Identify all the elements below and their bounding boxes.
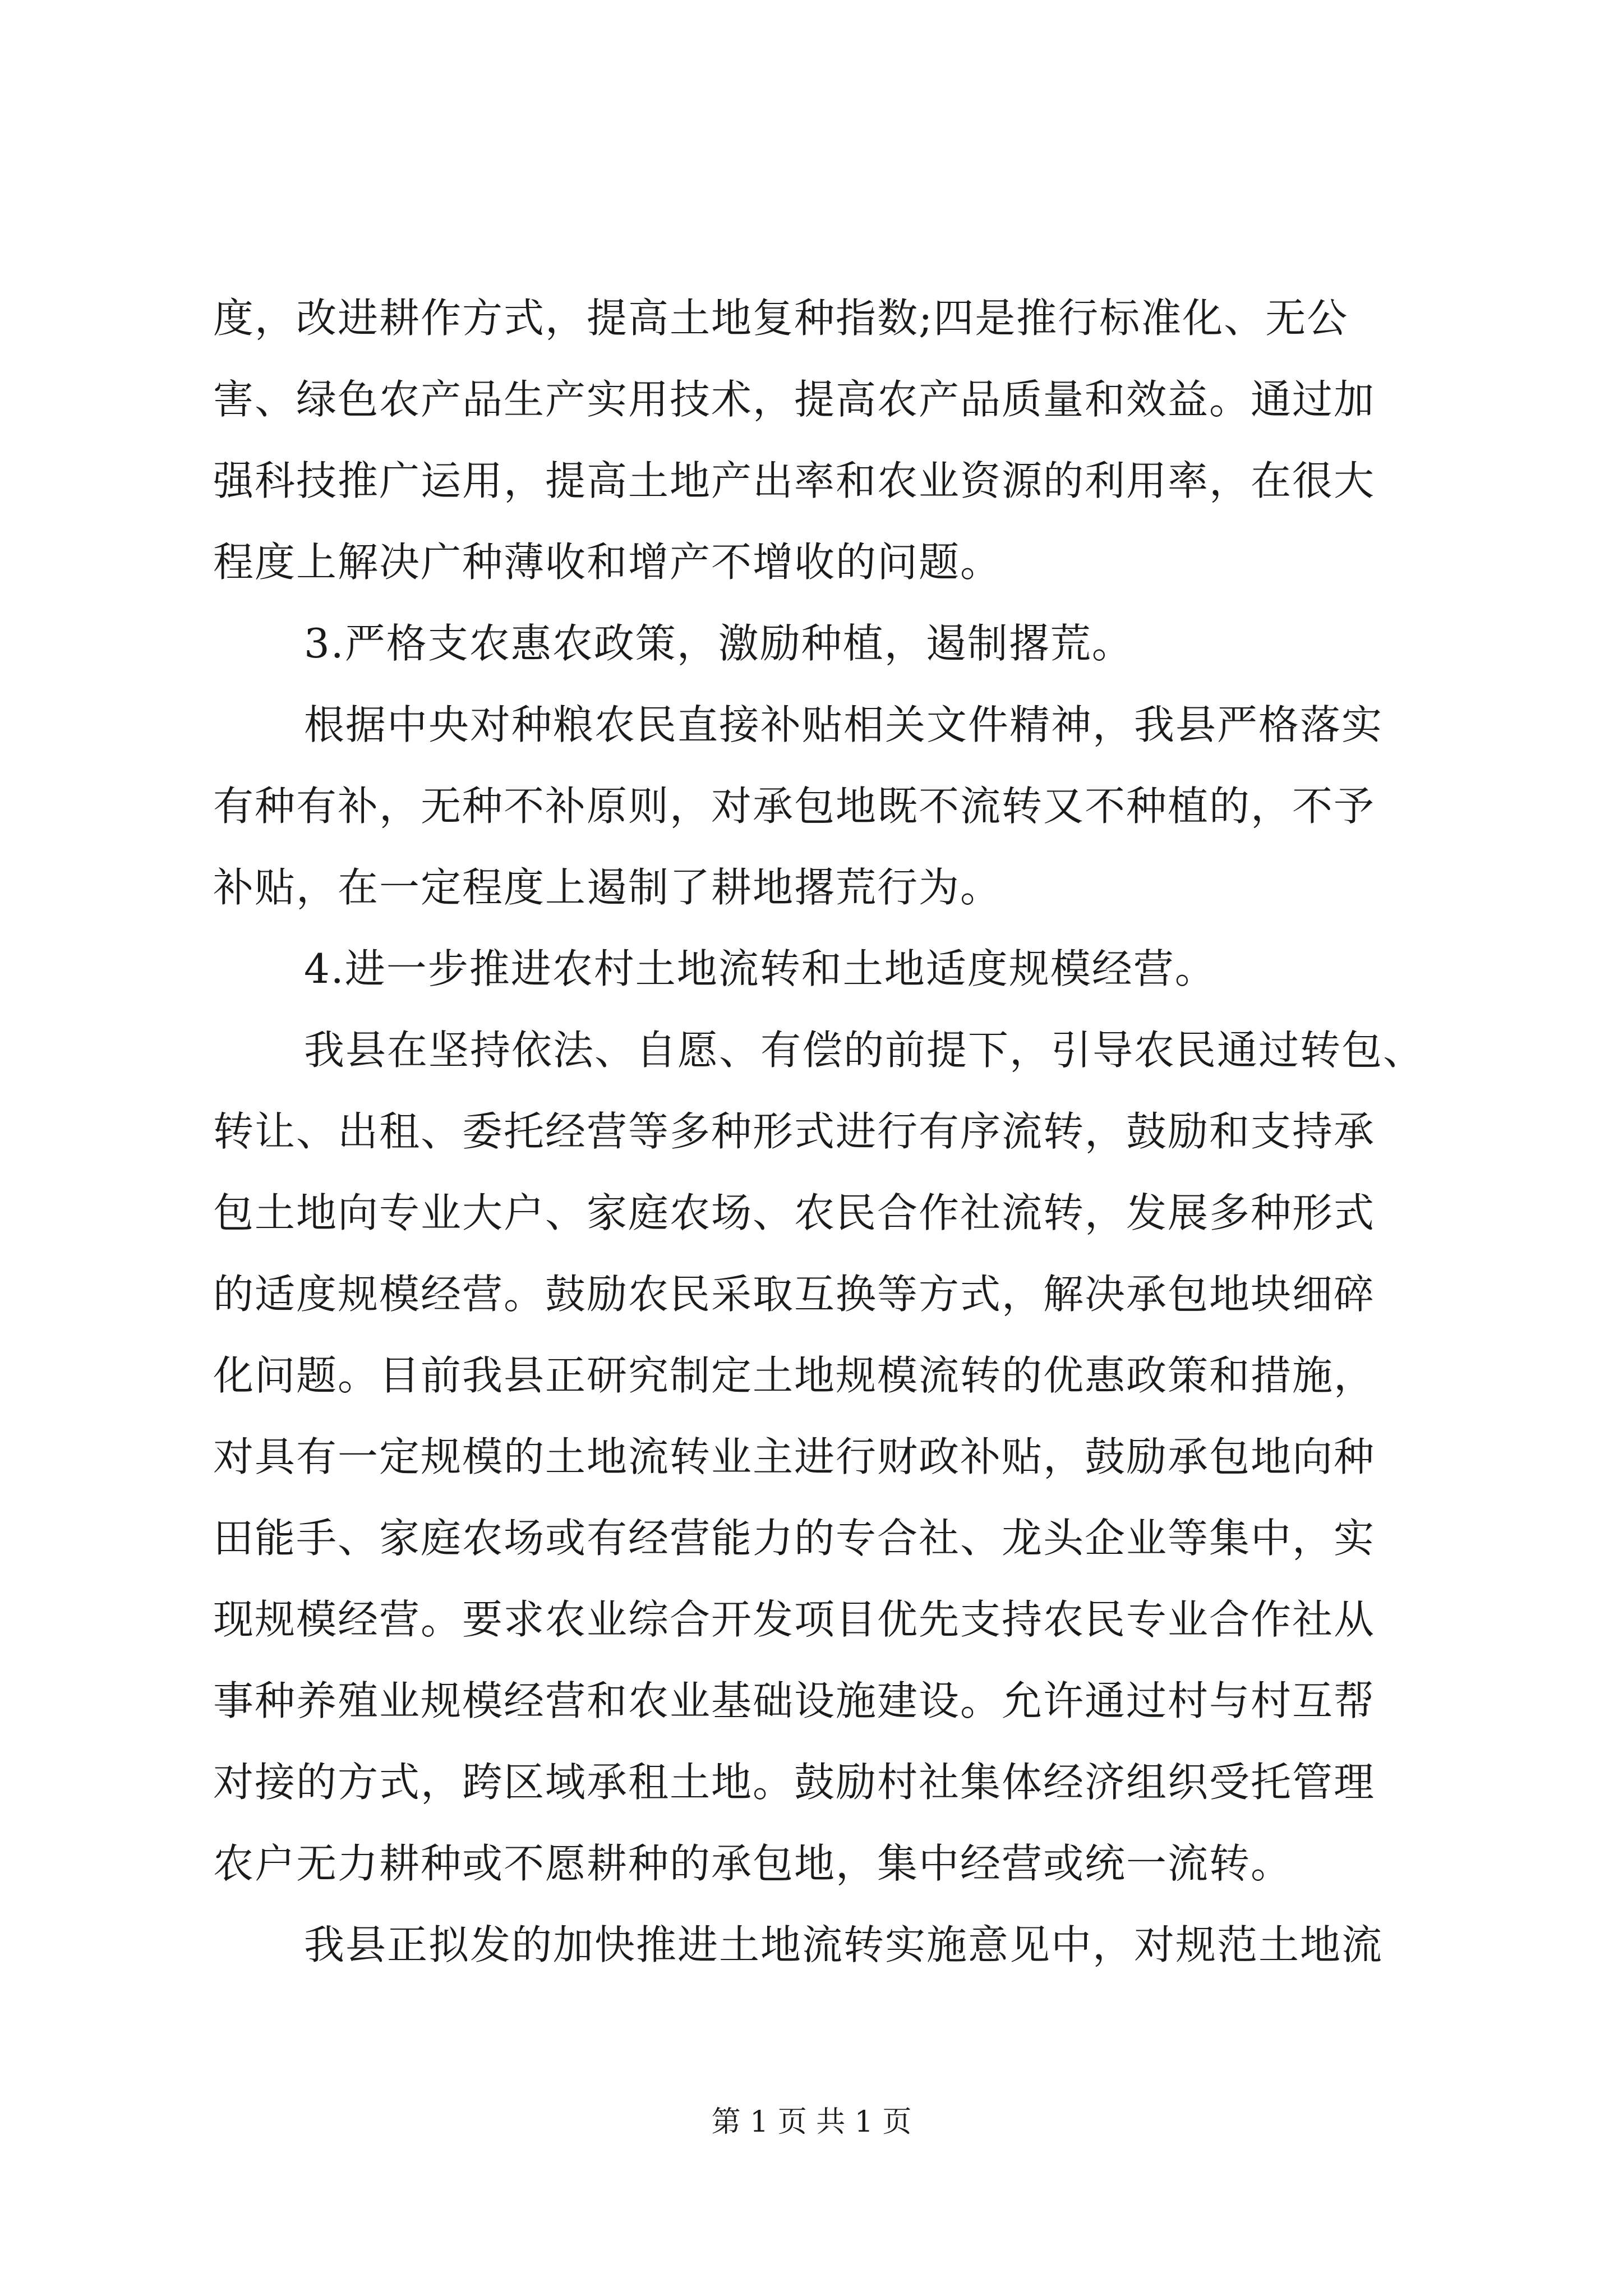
text-line: 害、绿色农产品生产实用技术，提高农产品质量和效益。通过加 — [213, 376, 1376, 423]
text-line: 对具有一定规模的土地流转业主进行财政补贴，鼓励承包地向种 — [213, 1433, 1376, 1480]
section-heading: 3.严格支农惠农政策，激励种植，遏制撂荒。 — [304, 620, 1133, 667]
text-line: 度，改进耕作方式，提高土地复种指数;四是推行标准化、无公 — [213, 295, 1349, 342]
text-line: 化问题。目前我县正研究制定土地规模流转的优惠政策和措施， — [213, 1352, 1376, 1399]
text-line: 现规模经营。要求农业综合开发项目优先支持农民专业合作社从 — [213, 1596, 1376, 1643]
text-line: 农户无力耕种或不愿耕种的承包地，集中经营或统一流转。 — [213, 1840, 1293, 1887]
text-line: 田能手、家庭农场或有经营能力的专合社、龙头企业等集中，实 — [213, 1515, 1376, 1562]
paragraph-first-line: 我县在坚持依法、自愿、有偿的前提下，引导农民通过转包、 — [304, 1027, 1425, 1074]
page-footer: 第 1 页 共 1 页 — [711, 2105, 912, 2139]
text-line: 程度上解决广种薄收和增产不增收的问题。 — [213, 539, 1002, 586]
text-line: 包土地向专业大户、家庭农场、农民合作社流转，发展多种形式 — [213, 1189, 1376, 1236]
text-line: 有种有补，无种不补原则，对承包地既不流转又不种植的，不予 — [213, 783, 1376, 830]
paragraph-first-line: 我县正拟发的加快推进土地流转实施意见中，对规范土地流 — [304, 1921, 1384, 1968]
text-line: 对接的方式，跨区域承租土地。鼓励村社集体经济组织受托管理 — [213, 1759, 1376, 1806]
text-line: 强科技推广运用，提高土地产出率和农业资源的利用率，在很大 — [213, 457, 1376, 504]
text-line: 补贴，在一定程度上遏制了耕地撂荒行为。 — [213, 864, 1002, 911]
paragraph-first-line: 根据中央对种粮农民直接补贴相关文件精神，我县严格落实 — [304, 701, 1384, 748]
document-body — [213, 278, 1424, 1986]
text-line: 转让、出租、委托经营等多种形式进行有序流转，鼓励和支持承 — [213, 1108, 1376, 1155]
section-heading: 4.进一步推进农村土地流转和土地适度规模经营。 — [304, 945, 1216, 992]
text-line: 事种养殖业规模经营和农业基础设施建设。允许通过村与村互帮 — [213, 1677, 1376, 1724]
text-line: 的适度规模经营。鼓励农民采取互换等方式，解决承包地块细碎 — [213, 1271, 1376, 1318]
